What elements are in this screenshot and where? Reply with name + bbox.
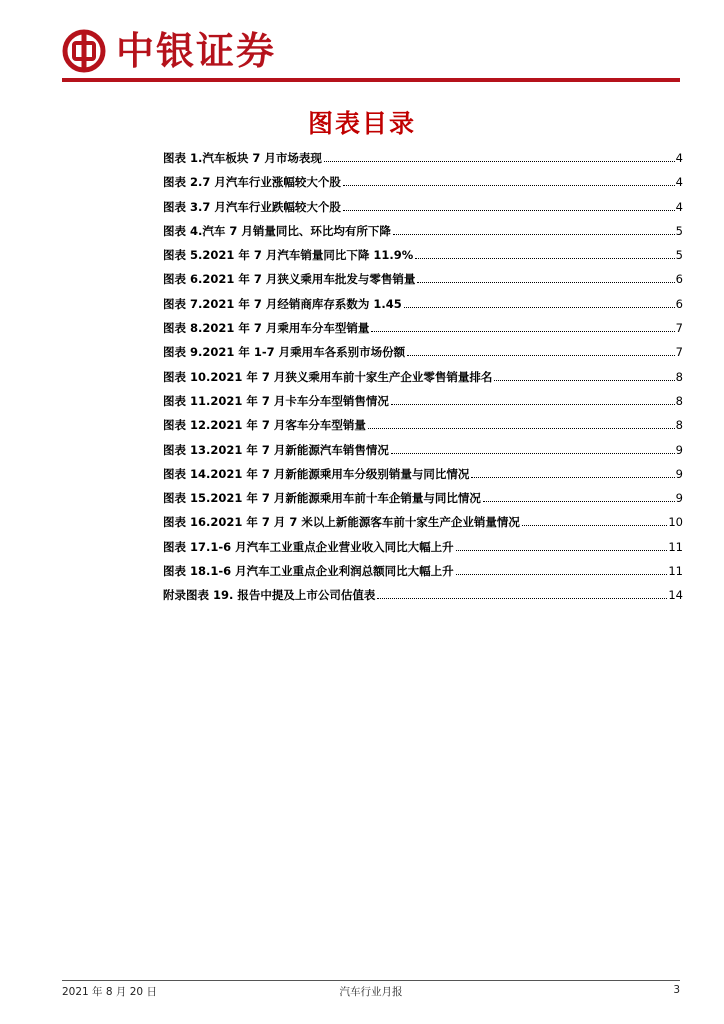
brand-name: 中银证券: [116, 28, 277, 73]
toc-list: [163, 150, 683, 612]
toc-entry-title: 图表 1.汽车板块 7 月市场表现: [163, 151, 322, 165]
toc-entry[interactable]: [163, 587, 683, 611]
toc-entry[interactable]: [163, 199, 683, 223]
toc-entry-page: 4: [675, 199, 683, 214]
toc-entry-title: 图表 16.2021 年 7 月 7 米以上新能源客车前十家生产企业销量情况: [163, 515, 520, 530]
toc-dot-leader: [456, 550, 668, 551]
toc-dot-leader: [371, 331, 674, 332]
toc-dot-leader: [391, 404, 675, 405]
toc-dot-leader: [417, 282, 674, 283]
toc-entry[interactable]: [163, 369, 683, 393]
toc-title: 图表目录: [307, 109, 416, 138]
toc-entry-page: 4: [675, 175, 683, 190]
toc-entry-page: 4: [675, 151, 683, 165]
toc-dot-leader: [494, 380, 674, 381]
toc-dot-leader: [368, 428, 675, 429]
toc-entry[interactable]: [163, 344, 683, 368]
toc-dot-leader: [343, 185, 675, 186]
toc-dot-leader: [324, 161, 675, 162]
toc-entry-title: 图表 15.2021 年 7 月新能源乘用车前十车企销量与同比情况: [163, 491, 481, 506]
toc-dot-leader: [391, 453, 675, 454]
toc-entry-title: 图表 4.汽车 7 月销量同比、环比均有所下降: [163, 223, 391, 238]
toc-entry[interactable]: [163, 271, 683, 295]
bank-of-china-logo-icon: [62, 29, 106, 73]
toc-entry-title: 图表 3.7 月汽车行业跌幅较大个股: [163, 199, 341, 214]
toc-entry[interactable]: [163, 563, 683, 587]
toc-entry-title: 图表 11.2021 年 7 月卡车分车型销售情况: [163, 393, 389, 408]
toc-entry-page: 14: [668, 588, 683, 603]
toc-entry-page: 9: [675, 442, 683, 457]
footer-divider: [62, 980, 680, 981]
toc-dot-leader: [471, 477, 674, 478]
toc-entry-page: 10: [668, 515, 683, 530]
toc-entry-page: 7: [675, 345, 683, 360]
toc-entry-title: 图表 8.2021 年 7 月乘用车分车型销量: [163, 321, 370, 336]
toc-entry-page: 5: [675, 223, 683, 238]
toc-entry-title: 图表 5.2021 年 7 月汽车销量同比下降 11.9%: [163, 248, 414, 263]
toc-entry-title: 图表 14.2021 年 7 月新能源乘用车分级别销量与同比情况: [163, 466, 470, 481]
toc-dot-leader: [483, 501, 675, 502]
toc-entry-title: 附录图表 19. 报告中提及上市公司估值表: [163, 588, 376, 603]
toc-entry-page: 11: [668, 564, 683, 579]
toc-entry[interactable]: [163, 296, 683, 320]
toc-entry-page: 11: [668, 539, 683, 554]
toc-entry-page: 7: [675, 321, 683, 336]
toc-dot-leader: [404, 307, 675, 308]
toc-dot-leader: [456, 574, 668, 575]
toc-entry[interactable]: [163, 490, 683, 514]
toc-entry-title: 图表 13.2021 年 7 月新能源汽车销售情况: [163, 442, 389, 457]
footer-date: 2021 年 8 月 20 日: [62, 986, 157, 998]
toc-dot-leader: [343, 210, 675, 211]
toc-dot-leader: [522, 525, 667, 526]
header-divider: [62, 78, 680, 82]
footer-page-number: 3: [673, 984, 680, 996]
toc-entry[interactable]: [163, 442, 683, 466]
toc-dot-leader: [393, 234, 675, 235]
toc-entry-page: 5: [675, 248, 683, 263]
page-header: [62, 26, 276, 76]
toc-dot-leader: [407, 355, 675, 356]
toc-entry-page: 6: [675, 296, 683, 311]
toc-dot-leader: [415, 258, 674, 259]
toc-entry-title: 图表 17.1-6 月汽车工业重点企业营业收入同比大幅上升: [163, 539, 454, 554]
toc-entry[interactable]: [163, 320, 683, 344]
toc-entry[interactable]: [163, 514, 683, 538]
toc-entry-page: 9: [675, 466, 683, 481]
toc-entry-title: 图表 9.2021 年 1-7 月乘用车各系别市场份额: [163, 345, 406, 360]
toc-entry-page: 8: [675, 418, 683, 433]
toc-entry-title: 图表 10.2021 年 7 月狭义乘用车前十家生产企业零售销量排名: [163, 369, 493, 384]
page-footer: [62, 984, 680, 1000]
toc-entry-title: 图表 12.2021 年 7 月客车分车型销量: [163, 418, 366, 433]
toc-entry[interactable]: [163, 466, 683, 490]
toc-entry-page: 9: [675, 491, 683, 506]
toc-entry[interactable]: [163, 150, 683, 174]
toc-entry-title: 图表 6.2021 年 7 月狭义乘用车批发与零售销量: [163, 272, 416, 287]
toc-entry[interactable]: [163, 417, 683, 441]
toc-entry[interactable]: [163, 393, 683, 417]
footer-report-type: 汽车行业月报: [339, 986, 403, 998]
toc-entry-title: 图表 7.2021 年 7 月经销商库存系数为 1.45: [163, 296, 402, 311]
toc-entry-title: 图表 2.7 月汽车行业涨幅较大个股: [163, 175, 341, 190]
toc-entry[interactable]: [163, 223, 683, 247]
toc-entry-page: 6: [675, 272, 683, 287]
toc-entry[interactable]: [163, 174, 683, 198]
toc-entry[interactable]: [163, 247, 683, 271]
toc-entry-page: 8: [675, 393, 683, 408]
toc-dot-leader: [377, 598, 667, 599]
toc-entry[interactable]: [163, 539, 683, 563]
toc-entry-page: 8: [675, 369, 683, 384]
toc-entry-title: 图表 18.1-6 月汽车工业重点企业利润总额同比大幅上升: [163, 564, 454, 579]
